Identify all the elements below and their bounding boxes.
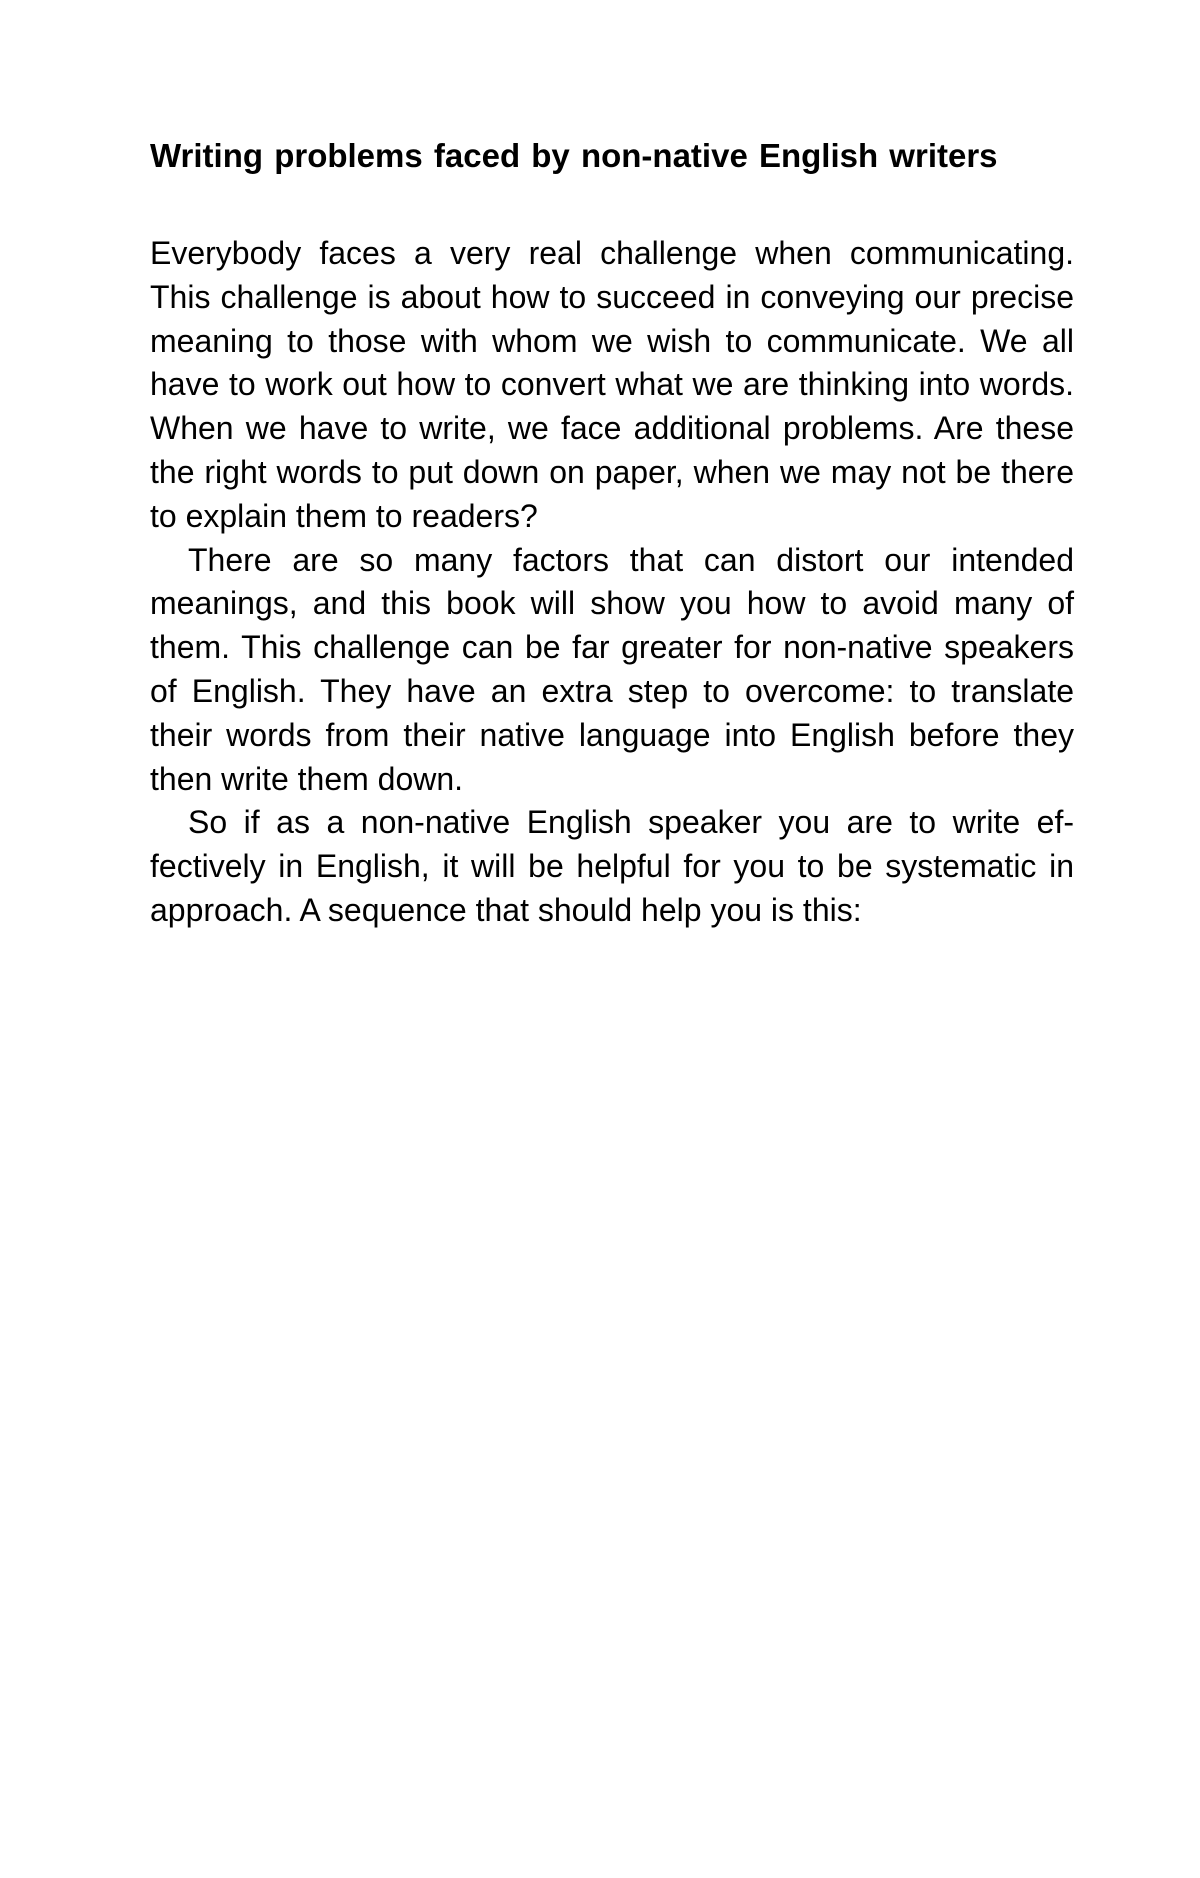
paragraph-2: There are so many factors that can distort our intended meanings, and this book will show you how to avoid many of them. This challenge can be far greater for non-native speakers of English. They have an extra step to overcome: to translate their words from their native language into English before they then write them down. bbox=[150, 541, 1074, 797]
page-content bbox=[150, 136, 1074, 933]
page-title: Writing problems faced by non-native English writers bbox=[150, 137, 998, 174]
paragraph-1: Everybody faces a very real challenge when communicating. This challenge is about how to succeed in conveying our precise meaning to those with whom we wish to communicate. We all have to work out how to convert what we are thinking into words. When we have to write, we face additional problems. Are these the right words to put down on paper, when we may not be there to explain them to readers? bbox=[150, 235, 1074, 534]
paragraph-3: So if as a non-native English speaker you are to write ef- fectively in English, it will be helpful for you to be systematic in approach. A sequence that should help you is this: bbox=[150, 804, 1074, 928]
